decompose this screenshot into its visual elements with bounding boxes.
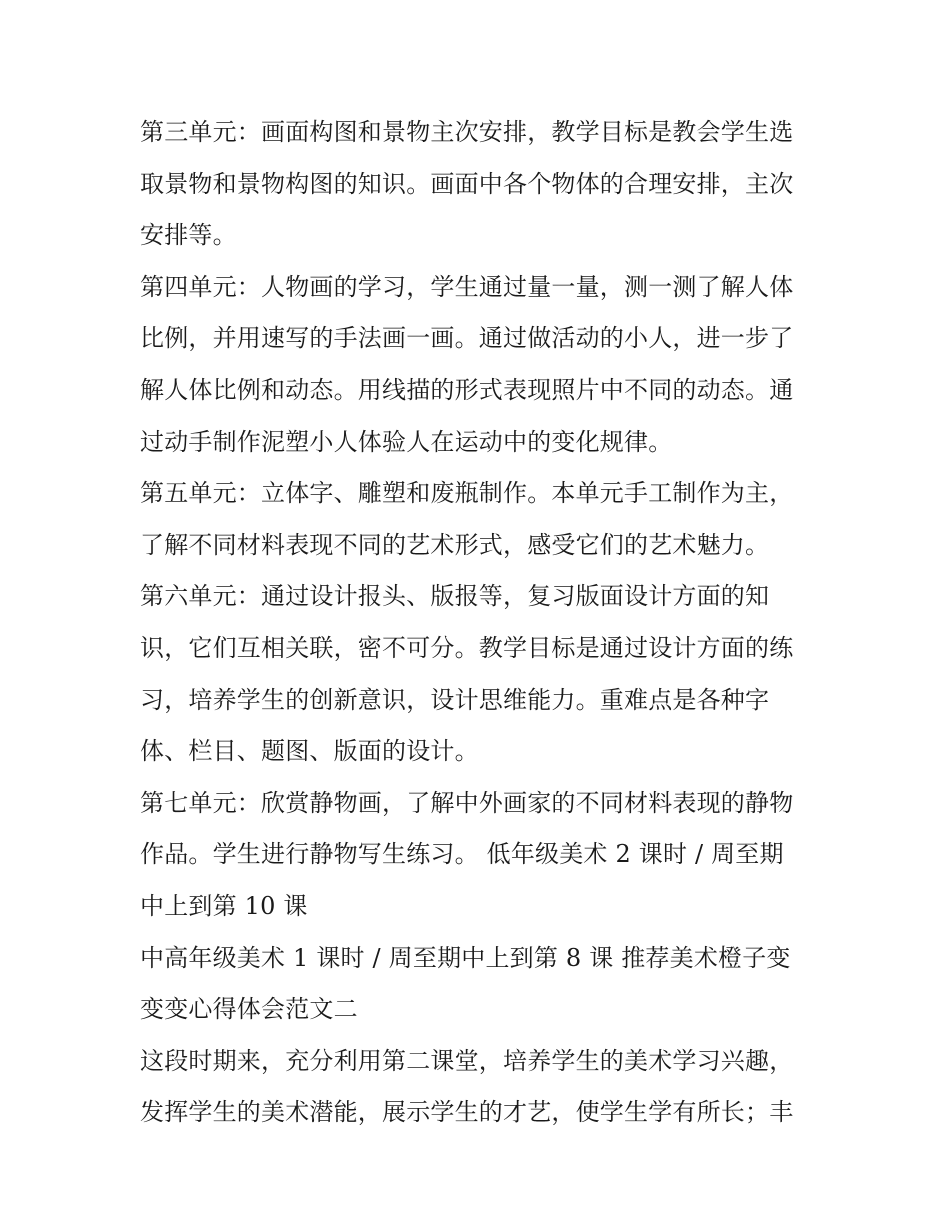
text-line: 过动手制作泥塑小人体验人在运动中的变化规律。 bbox=[140, 427, 673, 456]
text-line: 作品。学生进行静物写生练习。 低年级美术 2 课时 / 周至期 bbox=[140, 840, 784, 869]
text-line: 第七单元：欣赏静物画，了解中外画家的不同材料表现的静物 bbox=[140, 788, 794, 817]
text-line: 中上到第 10 课 bbox=[140, 891, 308, 920]
document-body bbox=[140, 107, 820, 1139]
text-line: 这段时期来，充分利用第二课堂，培养学生的美术学习兴趣， bbox=[140, 1046, 794, 1075]
text-line: 第三单元：画面构图和景物主次安排，教学目标是教会学生选 bbox=[140, 118, 794, 146]
text-line: 中高年级美术 1 课时 / 周至期中上到第 8 课 推荐美术橙子变 bbox=[140, 943, 791, 972]
text-line: 习，培养学生的创新意识，设计思维能力。重难点是各种字 bbox=[140, 685, 770, 714]
text-line: 变变心得体会范文二 bbox=[140, 995, 358, 1024]
text-line: 第六单元：通过设计报头、版报等，复习版面设计方面的知 bbox=[140, 582, 770, 611]
text-line: 第五单元：立体字、雕塑和废瓶制作。本单元手工制作为主， bbox=[140, 479, 794, 508]
text-line: 比例，并用速写的手法画一画。通过做活动的小人，进一步了 bbox=[140, 324, 794, 353]
text-line: 识，它们互相关联，密不可分。教学目标是通过设计方面的练 bbox=[140, 633, 794, 662]
text-line: 解人体比例和动态。用线描的形式表现照片中不同的动态。通 bbox=[140, 375, 794, 404]
text-line: 体、栏目、题图、版面的设计。 bbox=[140, 737, 479, 766]
text-line: 安排等。 bbox=[140, 221, 237, 250]
text-line: 发挥学生的美术潜能，展示学生的才艺，使学生学有所长；丰 bbox=[140, 1098, 794, 1127]
text-line: 了解不同材料表现不同的艺术形式，感受它们的艺术魅力。 bbox=[140, 530, 770, 559]
text-line: 取景物和景物构图的知识。画面中各个物体的合理安排，主次 bbox=[140, 169, 794, 198]
text-line: 第四单元：人物画的学习，学生通过量一量，测一测了解人体 bbox=[140, 272, 794, 301]
